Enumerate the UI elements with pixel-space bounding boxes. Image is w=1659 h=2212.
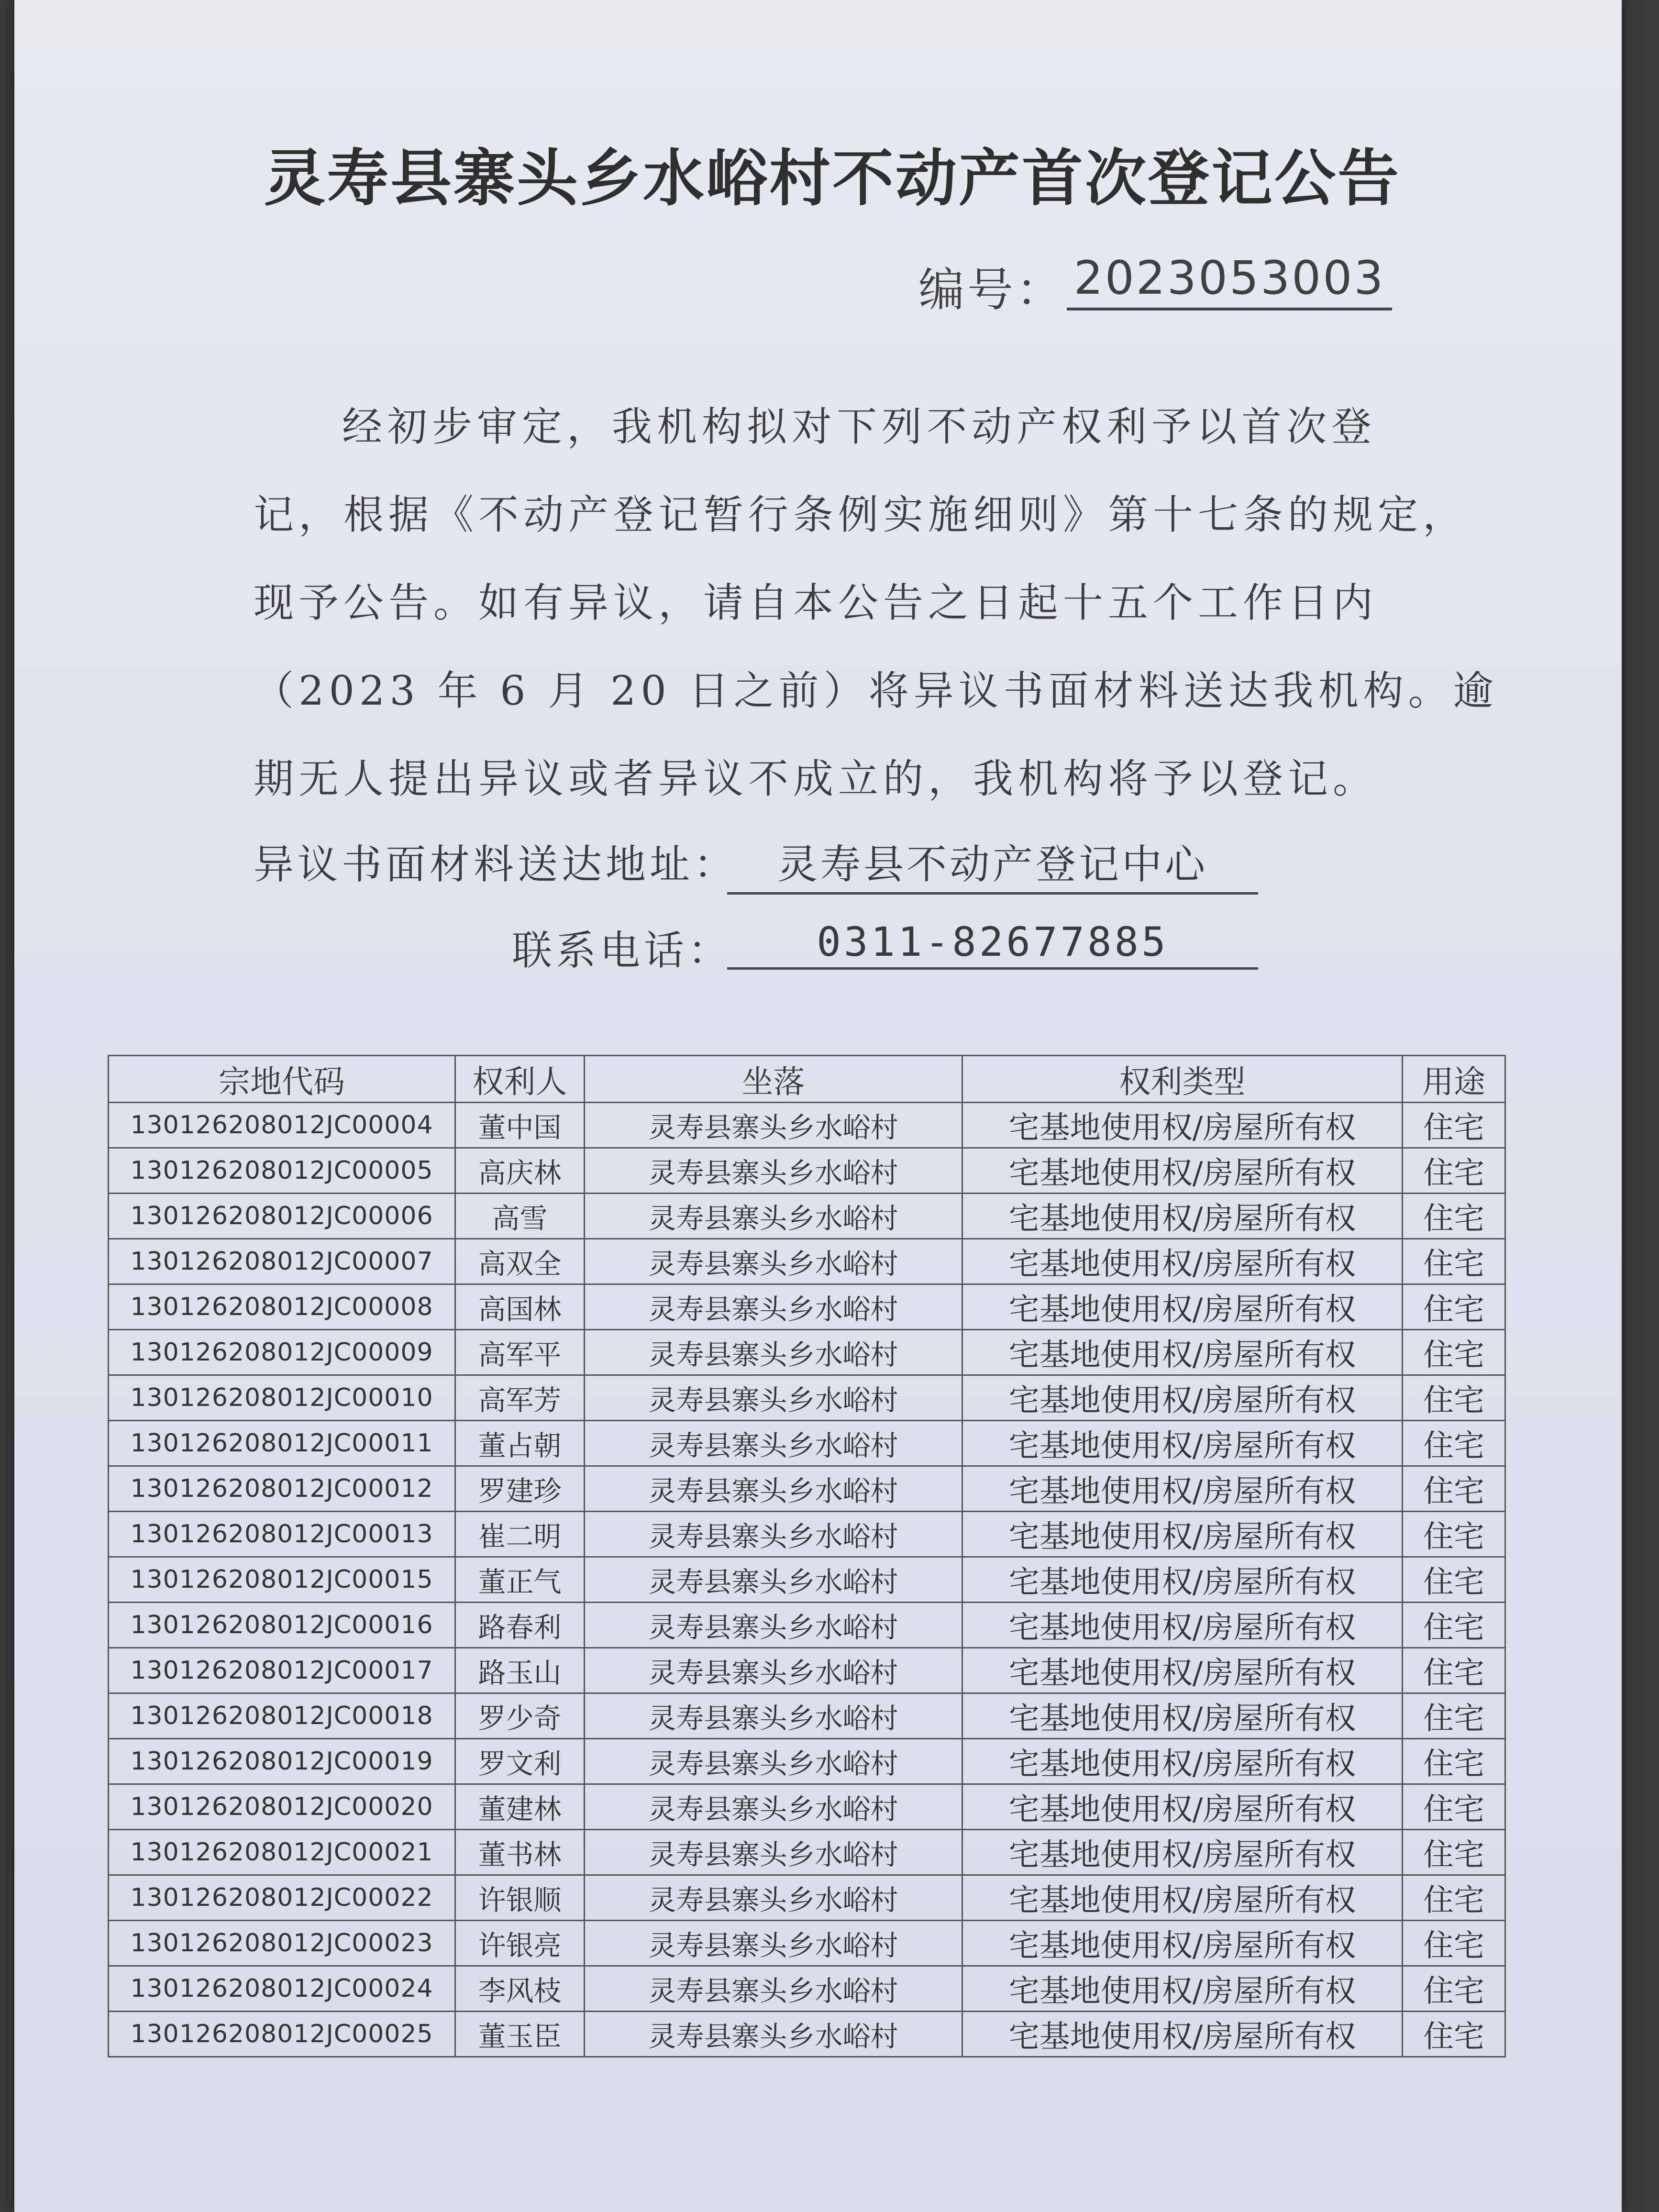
right-type-cell: 宅基地使用权/房屋所有权 [962,1693,1403,1739]
header-location: 坐落 [585,1056,962,1103]
right-type-cell: 宅基地使用权/房屋所有权 [962,1603,1403,1648]
right-type-cell: 宅基地使用权/房屋所有权 [962,1966,1403,2012]
location-cell: 灵寿县寨头乡水峪村 [585,1148,962,1194]
table-row [109,1875,1505,1921]
right-type-cell: 宅基地使用权/房屋所有权 [962,1648,1403,1693]
right-type-cell: 宅基地使用权/房屋所有权 [962,1194,1403,1239]
body-line: （2023 年 6 月 20 日之前）将异议书面材料送达我机构。逾 [254,667,1498,714]
right-type-cell: 宅基地使用权/房屋所有权 [962,1875,1403,1921]
right-type-cell: 宅基地使用权/房屋所有权 [962,1239,1403,1284]
location-cell: 灵寿县寨头乡水峪村 [585,1194,962,1239]
usage-cell: 住宅 [1403,1103,1505,1148]
header-right-type: 权利类型 [962,1056,1403,1103]
usage-cell: 住宅 [1403,1194,1505,1239]
address-value: 灵寿县不动产登记中心 [727,832,1258,895]
table-row [109,1921,1505,1966]
usage-cell: 住宅 [1403,1330,1505,1375]
header-parcel-code: 宗地代码 [109,1056,455,1103]
location-cell: 灵寿县寨头乡水峪村 [585,1284,962,1330]
parcel-code-cell: 130126208012JC00009 [109,1330,455,1375]
header-usage: 用途 [1403,1056,1505,1103]
table-row [109,2012,1505,2057]
location-cell: 灵寿县寨头乡水峪村 [585,1239,962,1284]
right-holder-cell: 路春利 [455,1603,585,1648]
usage-cell: 住宅 [1403,1784,1505,1830]
right-type-cell: 宅基地使用权/房屋所有权 [962,1739,1403,1784]
phone-value: 0311-82677885 [727,918,1258,970]
table-row [109,1830,1505,1875]
location-cell: 灵寿县寨头乡水峪村 [585,1739,962,1784]
notice-title: 灵寿县寨头乡水峪村不动产首次登记公告 [264,143,1401,214]
location-cell: 灵寿县寨头乡水峪村 [585,1375,962,1421]
parcel-code-cell: 130126208012JC00025 [109,2012,455,2057]
location-cell: 灵寿县寨头乡水峪村 [585,1784,962,1830]
parcel-code-cell: 130126208012JC00017 [109,1648,455,1693]
location-cell: 灵寿县寨头乡水峪村 [585,1603,962,1648]
right-holder-cell: 高国林 [455,1284,585,1330]
table-row [109,1103,1505,1148]
right-type-cell: 宅基地使用权/房屋所有权 [962,1421,1403,1466]
table-row [109,1648,1505,1693]
right-type-cell: 宅基地使用权/房屋所有权 [962,1284,1403,1330]
right-holder-cell: 罗少奇 [455,1693,585,1739]
right-type-cell: 宅基地使用权/房屋所有权 [962,1921,1403,1966]
table-row [109,1466,1505,1512]
usage-cell: 住宅 [1403,1603,1505,1648]
usage-cell: 住宅 [1403,1739,1505,1784]
usage-cell: 住宅 [1403,1875,1505,1921]
table-row [109,1603,1505,1648]
table-row [109,1966,1505,2012]
parcel-code-cell: 130126208012JC00016 [109,1603,455,1648]
right-holder-cell: 崔二明 [455,1512,585,1557]
right-type-cell: 宅基地使用权/房屋所有权 [962,1784,1403,1830]
table-row [109,1739,1505,1784]
table-row [109,1330,1505,1375]
records-table [108,1055,1506,2057]
location-cell: 灵寿县寨头乡水峪村 [585,1830,962,1875]
right-type-cell: 宅基地使用权/房屋所有权 [962,1330,1403,1375]
right-holder-cell: 高雪 [455,1194,585,1239]
right-type-cell: 宅基地使用权/房屋所有权 [962,2012,1403,2057]
right-holder-cell: 许银亮 [455,1921,585,1966]
right-holder-cell: 罗文利 [455,1739,585,1784]
right-holder-cell: 高双全 [455,1239,585,1284]
table-row [109,1784,1505,1830]
right-holder-cell: 高庆林 [455,1148,585,1194]
table-row [109,1421,1505,1466]
right-type-cell: 宅基地使用权/房屋所有权 [962,1466,1403,1512]
right-type-cell: 宅基地使用权/房屋所有权 [962,1148,1403,1194]
right-holder-cell: 董书林 [455,1830,585,1875]
parcel-code-cell: 130126208012JC00015 [109,1557,455,1603]
usage-cell: 住宅 [1403,1466,1505,1512]
right-holder-cell: 董正气 [455,1557,585,1603]
parcel-code-cell: 130126208012JC00013 [109,1512,455,1557]
usage-cell: 住宅 [1403,1284,1505,1330]
right-holder-cell: 高军芳 [455,1375,585,1421]
table-row [109,1557,1505,1603]
usage-cell: 住宅 [1403,1512,1505,1557]
location-cell: 灵寿县寨头乡水峪村 [585,1103,962,1148]
usage-cell: 住宅 [1403,1375,1505,1421]
phone-label: 联系电话： [512,927,732,974]
parcel-code-cell: 130126208012JC00006 [109,1194,455,1239]
parcel-code-cell: 130126208012JC00021 [109,1830,455,1875]
table-row [109,1512,1505,1557]
table-row [109,1284,1505,1330]
location-cell: 灵寿县寨头乡水峪村 [585,1648,962,1693]
body-line: 现予公告。如有异议，请自本公告之日起十五个工作日内 [254,579,1378,626]
right-type-cell: 宅基地使用权/房屋所有权 [962,1557,1403,1603]
location-cell: 灵寿县寨头乡水峪村 [585,1966,962,2012]
usage-cell: 住宅 [1403,2012,1505,2057]
location-cell: 灵寿县寨头乡水峪村 [585,1557,962,1603]
usage-cell: 住宅 [1403,1830,1505,1875]
parcel-code-cell: 130126208012JC00022 [109,1875,455,1921]
body-line: 期无人提出异议或者异议不成立的，我机构将予以登记。 [254,755,1378,802]
usage-cell: 住宅 [1403,1148,1505,1194]
right-holder-cell: 路玉山 [455,1648,585,1693]
serial-label: 编号： [918,263,1065,317]
table-row [109,1148,1505,1194]
table-row [109,1693,1505,1739]
location-cell: 灵寿县寨头乡水峪村 [585,1421,962,1466]
usage-cell: 住宅 [1403,1921,1505,1966]
body-line: 经初步审定，我机构拟对下列不动产权利予以首次登 [342,403,1377,450]
usage-cell: 住宅 [1403,1966,1505,2012]
body-line: 记，根据《不动产登记暂行条例实施细则》第十七条的规定， [254,491,1468,538]
serial-number: 2023053003 [1067,251,1392,310]
usage-cell: 住宅 [1403,1239,1505,1284]
right-type-cell: 宅基地使用权/房屋所有权 [962,1512,1403,1557]
right-type-cell: 宅基地使用权/房屋所有权 [962,1375,1403,1421]
table-row [109,1375,1505,1421]
usage-cell: 住宅 [1403,1648,1505,1693]
right-holder-cell: 董中国 [455,1103,585,1148]
address-label: 异议书面材料送达地址： [254,841,738,888]
table-header-row [109,1056,1505,1103]
parcel-code-cell: 130126208012JC00018 [109,1693,455,1739]
usage-cell: 住宅 [1403,1693,1505,1739]
location-cell: 灵寿县寨头乡水峪村 [585,1466,962,1512]
location-cell: 灵寿县寨头乡水峪村 [585,1921,962,1966]
parcel-code-cell: 130126208012JC00020 [109,1784,455,1830]
table-row [109,1239,1505,1284]
location-cell: 灵寿县寨头乡水峪村 [585,1330,962,1375]
location-cell: 灵寿县寨头乡水峪村 [585,1875,962,1921]
usage-cell: 住宅 [1403,1421,1505,1466]
location-cell: 灵寿县寨头乡水峪村 [585,1512,962,1557]
right-type-cell: 宅基地使用权/房屋所有权 [962,1103,1403,1148]
right-holder-cell: 许银顺 [455,1875,585,1921]
parcel-code-cell: 130126208012JC00004 [109,1103,455,1148]
notice-body [254,383,1498,823]
usage-cell: 住宅 [1403,1557,1505,1603]
parcel-code-cell: 130126208012JC00023 [109,1921,455,1966]
location-cell: 灵寿县寨头乡水峪村 [585,1693,962,1739]
parcel-code-cell: 130126208012JC00019 [109,1739,455,1784]
header-right-holder: 权利人 [455,1056,585,1103]
parcel-code-cell: 130126208012JC00024 [109,1966,455,2012]
location-cell: 灵寿县寨头乡水峪村 [585,2012,962,2057]
right-holder-cell: 罗建珍 [455,1466,585,1512]
parcel-code-cell: 130126208012JC00010 [109,1375,455,1421]
parcel-code-cell: 130126208012JC00011 [109,1421,455,1466]
right-holder-cell: 董建林 [455,1784,585,1830]
right-holder-cell: 董占朝 [455,1421,585,1466]
parcel-code-cell: 130126208012JC00012 [109,1466,455,1512]
parcel-code-cell: 130126208012JC00005 [109,1148,455,1194]
parcel-code-cell: 130126208012JC00007 [109,1239,455,1284]
right-holder-cell: 高军平 [455,1330,585,1375]
right-type-cell: 宅基地使用权/房屋所有权 [962,1830,1403,1875]
parcel-code-cell: 130126208012JC00008 [109,1284,455,1330]
right-holder-cell: 李风枝 [455,1966,585,2012]
right-holder-cell: 董玉臣 [455,2012,585,2057]
table-row [109,1194,1505,1239]
